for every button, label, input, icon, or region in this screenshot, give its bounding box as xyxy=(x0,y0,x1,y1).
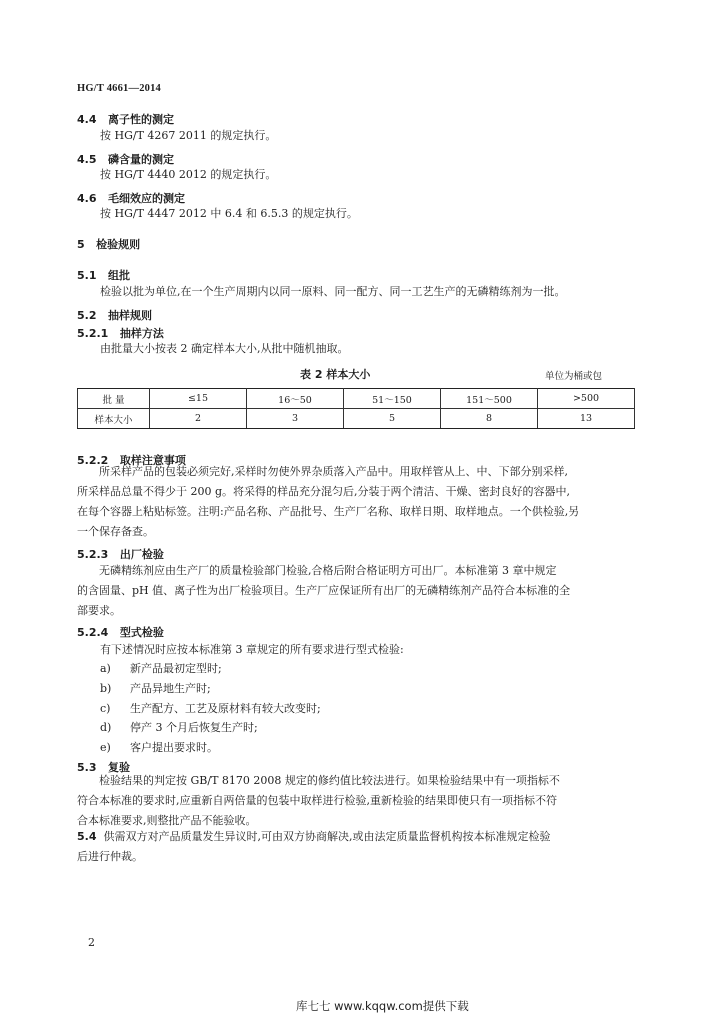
table-cell: 样本大小 xyxy=(78,409,150,429)
table-cell: 批 量 xyxy=(78,389,150,409)
table-cell: 2 xyxy=(150,409,247,429)
list-text: 客户提出要求时。 xyxy=(130,741,218,754)
text-line: 所采样产品的包装必须完好,采样时勿使外界杂质落入产品中。用取样管从上、中、下部分别采样, xyxy=(99,465,568,478)
paragraph-4-6: 按 HG/T 4447 2012 中 6.4 和 6.5.3 的规定执行。 xyxy=(100,207,358,220)
list-text: 停产 3 个月后恢复生产时; xyxy=(130,721,258,734)
section-title: 出厂检验 xyxy=(119,548,164,561)
list-label: a) xyxy=(100,662,111,675)
section-number: 5 xyxy=(77,238,85,251)
paragraph-5-2-2 xyxy=(77,462,635,542)
text-segment: 供需双方对产品质量发生异议时,可由双方协商解决,或由法定质量监督机构按本标准规定检验 xyxy=(103,830,551,843)
section-title: 型式检验 xyxy=(119,626,164,639)
list-text: 新产品最初定型时; xyxy=(130,662,222,675)
table-cell: 16～50 xyxy=(247,389,344,409)
table-cell: 13 xyxy=(538,409,635,429)
section-number: 5.2.4 xyxy=(77,626,109,639)
table-unit-note: 单位为桶或包 xyxy=(545,371,603,382)
section-number: 5.2.3 xyxy=(77,548,109,561)
section-number: 5.3 xyxy=(77,761,97,774)
text-line xyxy=(77,827,635,847)
section-title: 复验 xyxy=(108,761,130,774)
text-line: 符合本标准的要求时,应重新自两倍量的包装中取样进行检验,重新检验的结果即使只有一项指标不符 xyxy=(77,794,557,807)
section-title: 磷含量的测定 xyxy=(108,153,174,166)
table-cell: 8 xyxy=(441,409,538,429)
table-cell: 151～500 xyxy=(441,389,538,409)
heading-5-2-3 xyxy=(77,546,164,562)
paragraph-5-1: 检验以批为单位,在一个生产周期内以同一原料、同一配方、同一工艺生产的无磷精练剂为一批。 xyxy=(100,285,566,298)
table-row xyxy=(78,389,635,409)
section-title: 取样注意事项 xyxy=(119,454,186,467)
text-line: 后进行仲裁。 xyxy=(77,850,143,863)
list-label: c) xyxy=(100,702,111,715)
table-row xyxy=(78,409,635,429)
section-number: 5.2.2 xyxy=(77,454,109,467)
list-label: b) xyxy=(100,682,112,695)
paragraph-5-2-4-intro: 有下述情况时应按本标准第 3 章规定的所有要求进行型式检验: xyxy=(100,643,404,656)
text-line: 所采样品总量不得少于 200 g。将采得的样品充分混匀后,分装于两个清洁、干燥、密封良好的容器中, xyxy=(77,485,571,498)
table-caption: 表 2 样本大小 xyxy=(300,368,371,381)
text-line: 无磷精练剂应由生产厂的质量检验部门检验,合格后附合格证明方可出厂。本标准第 3 章中规定 xyxy=(99,564,557,577)
list-item xyxy=(100,699,321,719)
list-text: 产品异地生产时; xyxy=(130,682,211,695)
paragraph-5-2-1: 由批量大小按表 2 确定样本大小,从批中随机抽取。 xyxy=(100,342,349,355)
text-line: 一个保存备查。 xyxy=(77,525,154,538)
heading-5-2-4 xyxy=(77,624,164,640)
text-line: 的含固量、pH 值、离子性为出厂检验项目。生产厂应保证所有出厂的无磷精练剂产品符合本标准的全 xyxy=(77,584,571,597)
paragraph-4-4: 按 HG/T 4267 2011 的规定执行。 xyxy=(100,129,277,142)
text-line: 合本标准要求,则整批产品不能验收。 xyxy=(77,814,257,827)
section-number: 4.6 xyxy=(77,192,97,205)
text-line: 检验结果的判定按 GB/T 8170 2008 规定的修约值比较法进行。如果检验结果中有一项指标不 xyxy=(99,774,560,787)
paragraph-5-3 xyxy=(77,771,635,831)
section-number: 4.4 xyxy=(77,113,97,126)
section-title: 检验规则 xyxy=(96,238,141,251)
section-title: 离子性的测定 xyxy=(108,113,174,126)
table-cell: 51～150 xyxy=(344,389,441,409)
sample-size-table xyxy=(77,388,635,429)
list-item xyxy=(100,659,222,679)
list-item xyxy=(100,718,258,738)
list-label: d) xyxy=(100,721,112,734)
table-cell: 3 xyxy=(247,409,344,429)
paragraph-4-5: 按 HG/T 4440 2012 的规定执行。 xyxy=(100,168,277,181)
table-cell: ≤15 xyxy=(150,389,247,409)
text-line: 在每个容器上粘贴标签。注明:产品名称、产品批号、生产厂名称、取样日期、取样地点。一个供检验,另 xyxy=(77,505,580,518)
section-title: 组批 xyxy=(108,269,130,282)
section-title: 抽样方法 xyxy=(119,327,164,340)
section-number: 5.1 xyxy=(77,269,97,282)
section-number: 5.4 xyxy=(77,830,97,843)
section-title: 抽样规则 xyxy=(108,309,152,322)
heading-4-4 xyxy=(77,111,174,127)
page-number: 2 xyxy=(88,936,95,949)
list-item xyxy=(100,738,218,758)
paragraph-5-4 xyxy=(77,827,635,867)
section-number: 5.2 xyxy=(77,309,97,322)
section-title: 毛细效应的测定 xyxy=(108,192,185,205)
table-cell: >500 xyxy=(538,389,635,409)
download-footer: 库七七 www.kqqw.com提供下载 xyxy=(296,999,469,1013)
heading-5 xyxy=(77,236,140,252)
list-item xyxy=(100,679,211,699)
heading-5-1 xyxy=(77,267,130,283)
list-label: e) xyxy=(100,741,111,754)
heading-5-2 xyxy=(77,307,152,323)
list-text: 生产配方、工艺及原材料有较大改变时; xyxy=(130,702,321,715)
text-line: 部要求。 xyxy=(77,604,121,617)
paragraph-5-2-3 xyxy=(77,561,635,621)
standard-code: HG/T 4661—2014 xyxy=(77,83,161,94)
section-number: 4.5 xyxy=(77,153,97,166)
table-cell: 5 xyxy=(344,409,441,429)
section-number: 5.2.1 xyxy=(77,327,109,340)
